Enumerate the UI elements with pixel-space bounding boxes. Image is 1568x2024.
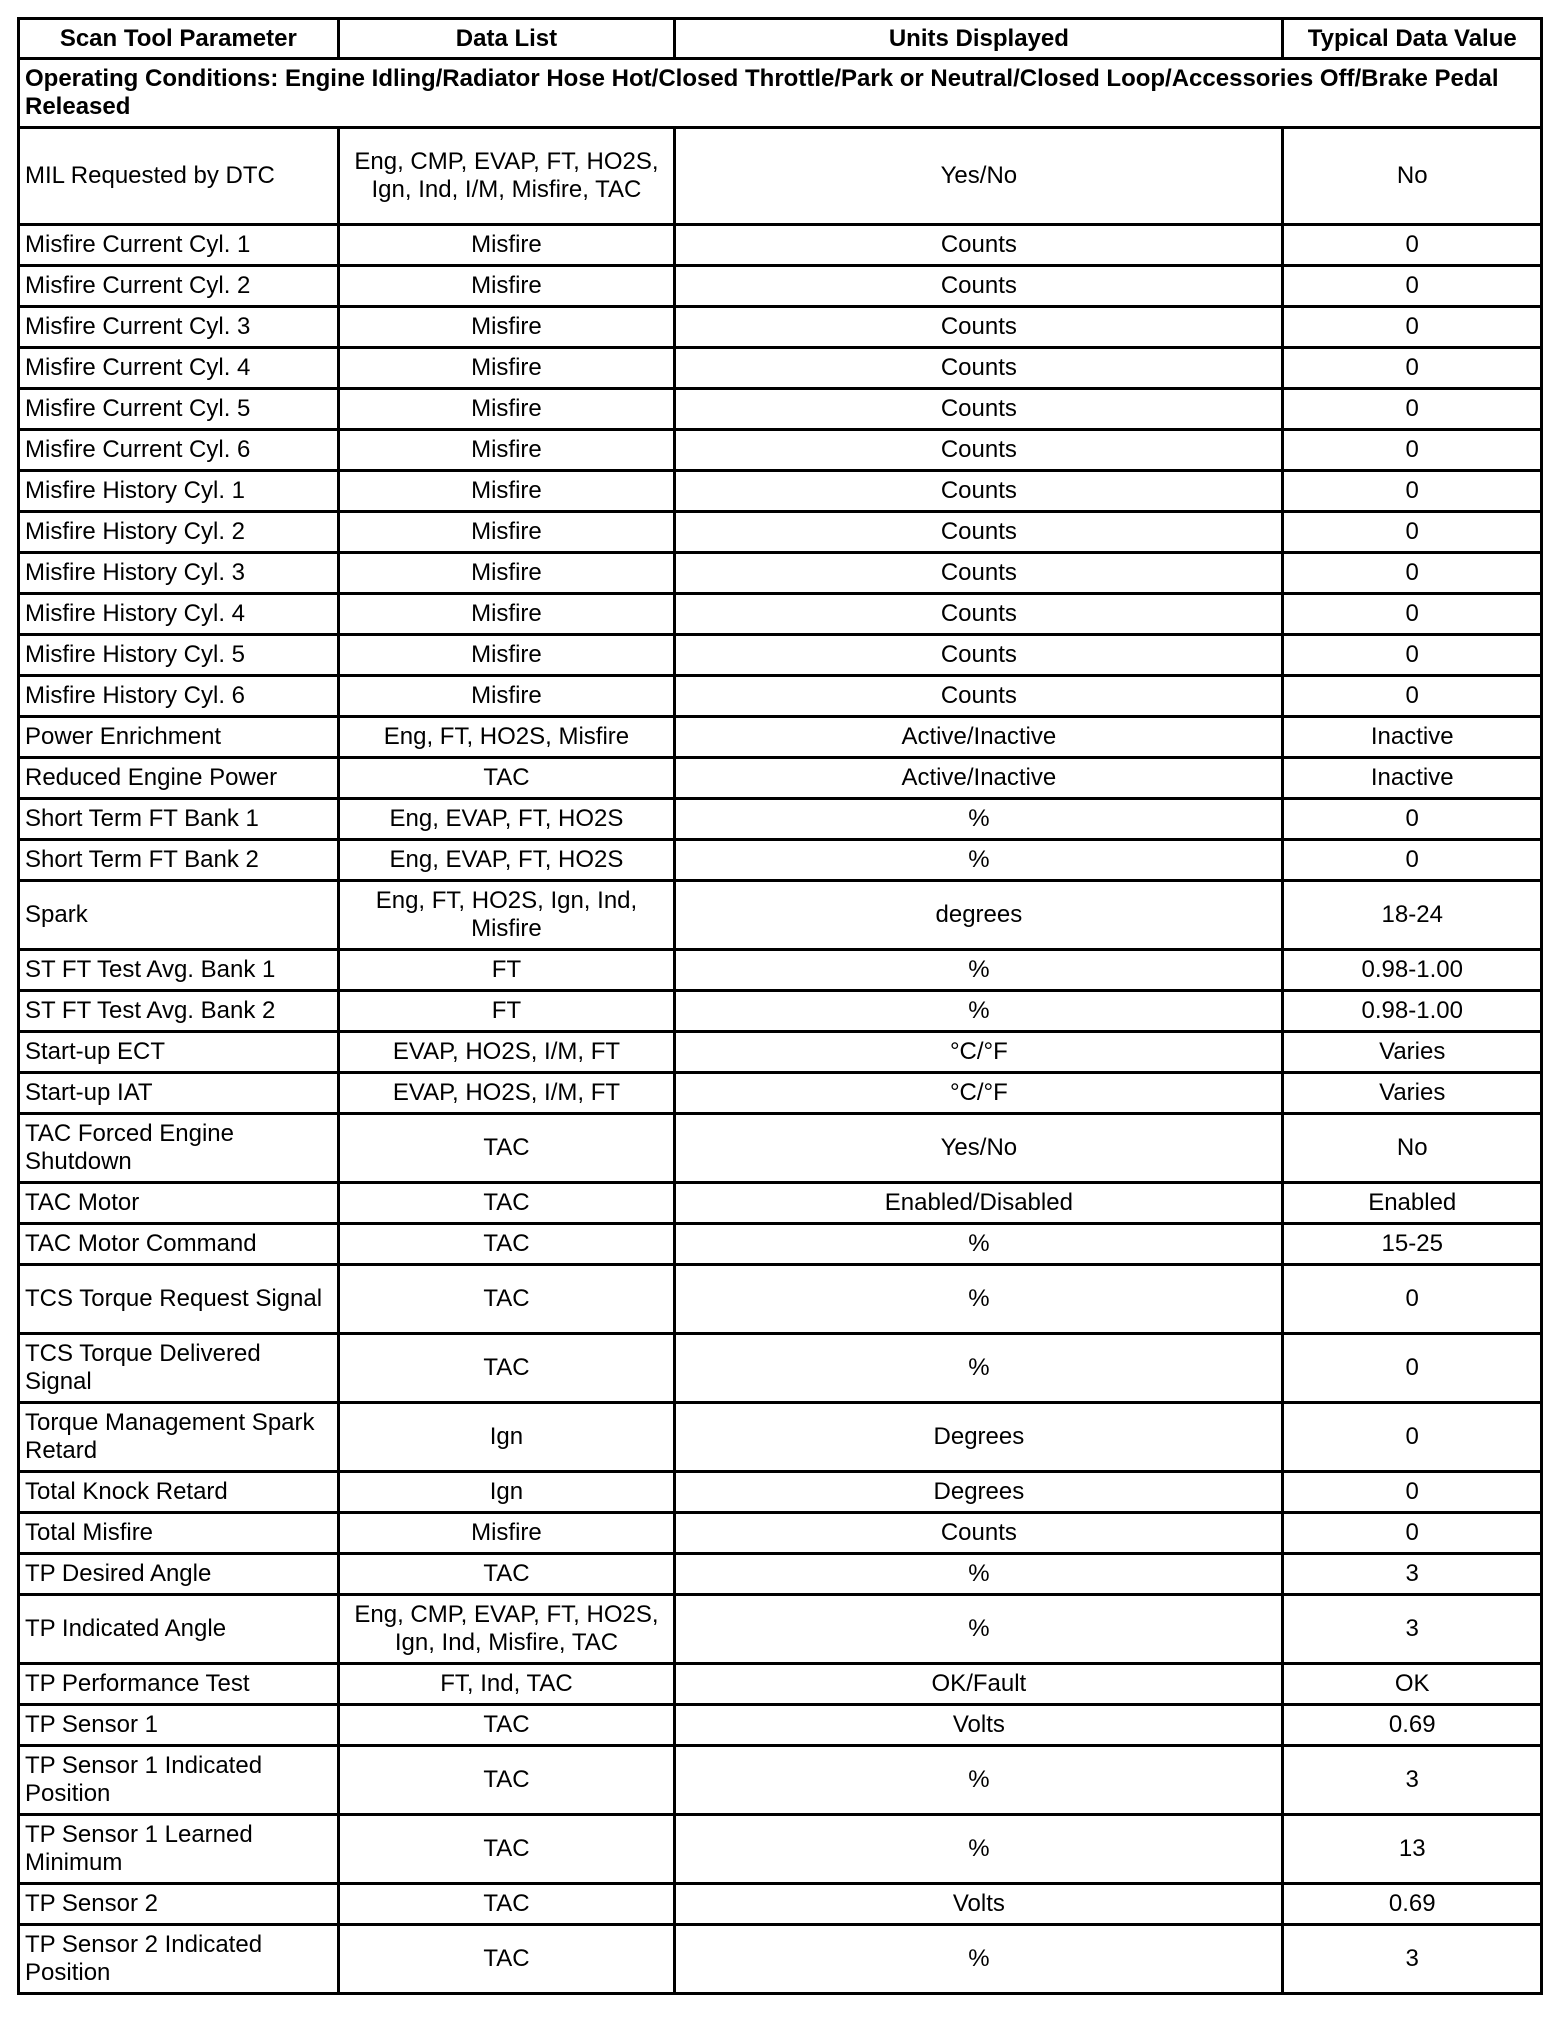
units-cell: Active/Inactive [676,718,1284,759]
operating-conditions: Operating Conditions: Engine Idling/Radiator Hose Hot/Closed Throttle/Park or Neutral/Closed Loop/Accessories Off/Brake Pedal Released [20,60,1543,129]
units-cell: Yes/No [676,1115,1284,1184]
parameter-cell: Torque Management Spark Retard [20,1404,340,1473]
value-cell: 3 [1284,1926,1543,1995]
units-cell: % [676,1555,1284,1596]
value-cell: 0.69 [1284,1706,1543,1747]
units-cell: % [676,1225,1284,1266]
value-cell: 0 [1284,472,1543,513]
table-row [20,1706,1543,1747]
value-cell: 15-25 [1284,1225,1543,1266]
scan-tool-data-table [17,17,1543,1995]
units-cell: Counts [676,554,1284,595]
units-cell: Yes/No [676,129,1284,226]
table-row [20,1885,1543,1926]
table-row [20,1266,1543,1335]
parameter-cell: Start-up ECT [20,1033,340,1074]
units-cell: Counts [676,267,1284,308]
data-list-cell: TAC [340,1335,677,1404]
table-row [20,308,1543,349]
data-list-cell: Misfire [340,431,677,472]
value-cell: Varies [1284,1033,1543,1074]
value-cell: 13 [1284,1816,1543,1885]
units-cell: °C/°F [676,1033,1284,1074]
table-row [20,349,1543,390]
units-cell: % [676,1596,1284,1665]
parameter-cell: TP Indicated Angle [20,1596,340,1665]
value-cell: 0 [1284,841,1543,882]
data-list-cell: TAC [340,1184,677,1225]
value-cell: 0 [1284,677,1543,718]
parameter-cell: Misfire History Cyl. 4 [20,595,340,636]
units-cell: °C/°F [676,1074,1284,1115]
conditions-row [20,60,1543,129]
parameter-cell: Misfire Current Cyl. 3 [20,308,340,349]
data-list-cell: TAC [340,1706,677,1747]
data-list-cell: Misfire [340,226,677,267]
header-scan-tool-parameter: Scan Tool Parameter [20,20,340,60]
table-row [20,1473,1543,1514]
value-cell: 0 [1284,1404,1543,1473]
units-cell: OK/Fault [676,1665,1284,1706]
data-list-cell: FT, Ind, TAC [340,1665,677,1706]
table-row [20,759,1543,800]
data-list-cell: Eng, FT, HO2S, Misfire [340,718,677,759]
value-cell: 0 [1284,226,1543,267]
data-list-cell: Misfire [340,349,677,390]
parameter-cell: Total Knock Retard [20,1473,340,1514]
value-cell: 0 [1284,1266,1543,1335]
table-row [20,129,1543,226]
parameter-cell: Total Misfire [20,1514,340,1555]
header-row [20,20,1543,60]
value-cell: 3 [1284,1555,1543,1596]
units-cell: Counts [676,349,1284,390]
value-cell: 18-24 [1284,882,1543,951]
units-cell: % [676,951,1284,992]
data-list-cell: Misfire [340,472,677,513]
units-cell: Counts [676,636,1284,677]
parameter-cell: TP Performance Test [20,1665,340,1706]
value-cell: 0 [1284,349,1543,390]
parameter-cell: Misfire History Cyl. 6 [20,677,340,718]
table-row [20,1225,1543,1266]
table-row [20,951,1543,992]
value-cell: 0 [1284,636,1543,677]
value-cell: 3 [1284,1747,1543,1816]
parameter-cell: Misfire History Cyl. 3 [20,554,340,595]
table-row [20,841,1543,882]
table-row [20,1074,1543,1115]
table-row [20,1335,1543,1404]
value-cell: OK [1284,1665,1543,1706]
data-list-cell: TAC [340,1885,677,1926]
parameter-cell: Short Term FT Bank 1 [20,800,340,841]
data-list-cell: TAC [340,1115,677,1184]
parameter-cell: Misfire Current Cyl. 6 [20,431,340,472]
table-row [20,1404,1543,1473]
data-list-cell: Eng, CMP, EVAP, FT, HO2S, Ign, Ind, I/M, Misfire, TAC [340,129,677,226]
table-row [20,636,1543,677]
parameter-cell: Misfire Current Cyl. 5 [20,390,340,431]
table-row [20,1926,1543,1995]
parameter-cell: TAC Motor Command [20,1225,340,1266]
units-cell: Volts [676,1885,1284,1926]
data-list-cell: TAC [340,1926,677,1995]
data-list-cell: Ign [340,1404,677,1473]
units-cell: % [676,992,1284,1033]
data-list-cell: TAC [340,1747,677,1816]
units-cell: % [676,1926,1284,1995]
units-cell: Degrees [676,1473,1284,1514]
parameter-cell: Misfire History Cyl. 5 [20,636,340,677]
parameter-cell: TP Sensor 2 [20,1885,340,1926]
table-row [20,882,1543,951]
value-cell: 0 [1284,554,1543,595]
parameter-cell: ST FT Test Avg. Bank 2 [20,992,340,1033]
parameter-cell: TP Sensor 1 Learned Minimum [20,1816,340,1885]
units-cell: degrees [676,882,1284,951]
table-row [20,267,1543,308]
table-row [20,1033,1543,1074]
data-list-cell: Misfire [340,554,677,595]
table-row [20,431,1543,472]
units-cell: Counts [676,513,1284,554]
value-cell: 0 [1284,800,1543,841]
parameter-cell: TP Sensor 1 Indicated Position [20,1747,340,1816]
data-list-cell: Misfire [340,513,677,554]
parameter-cell: Reduced Engine Power [20,759,340,800]
parameter-cell: Short Term FT Bank 2 [20,841,340,882]
table-row [20,472,1543,513]
parameter-cell: TP Desired Angle [20,1555,340,1596]
units-cell: % [676,800,1284,841]
header-data-list: Data List [340,20,677,60]
parameter-cell: Power Enrichment [20,718,340,759]
table-row [20,513,1543,554]
units-cell: Counts [676,431,1284,472]
parameter-cell: Misfire Current Cyl. 4 [20,349,340,390]
data-list-cell: Misfire [340,636,677,677]
parameter-cell: Misfire History Cyl. 2 [20,513,340,554]
units-cell: Enabled/Disabled [676,1184,1284,1225]
units-cell: Counts [676,390,1284,431]
parameter-cell: TAC Motor [20,1184,340,1225]
data-list-cell: Ign [340,1473,677,1514]
data-list-cell: TAC [340,1555,677,1596]
data-list-cell: Eng, FT, HO2S, Ign, Ind, Misfire [340,882,677,951]
data-list-cell: TAC [340,1266,677,1335]
parameter-cell: ST FT Test Avg. Bank 1 [20,951,340,992]
value-cell: No [1284,129,1543,226]
parameter-cell: Misfire Current Cyl. 1 [20,226,340,267]
data-list-cell: Misfire [340,267,677,308]
data-list-cell: Eng, EVAP, FT, HO2S [340,800,677,841]
value-cell: 0 [1284,513,1543,554]
parameter-cell: TCS Torque Delivered Signal [20,1335,340,1404]
units-cell: % [676,1816,1284,1885]
data-list-cell: Misfire [340,390,677,431]
units-cell: % [676,841,1284,882]
parameter-cell: TP Sensor 1 [20,1706,340,1747]
value-cell: 0 [1284,431,1543,472]
value-cell: 0 [1284,267,1543,308]
value-cell: No [1284,1115,1543,1184]
parameter-cell: TAC Forced Engine Shutdown [20,1115,340,1184]
data-list-cell: EVAP, HO2S, I/M, FT [340,1074,677,1115]
data-list-cell: FT [340,992,677,1033]
data-list-cell: Misfire [340,308,677,349]
table-row [20,677,1543,718]
units-cell: Counts [676,226,1284,267]
header-typical-data-value: Typical Data Value [1284,20,1543,60]
header-units-displayed: Units Displayed [676,20,1284,60]
value-cell: 3 [1284,1596,1543,1665]
table-row [20,554,1543,595]
data-list-cell: Misfire [340,677,677,718]
parameter-cell: Start-up IAT [20,1074,340,1115]
data-list-cell: TAC [340,1225,677,1266]
data-list-cell: EVAP, HO2S, I/M, FT [340,1033,677,1074]
value-cell: 0 [1284,1514,1543,1555]
units-cell: Counts [676,472,1284,513]
table-row [20,1184,1543,1225]
parameter-cell: Misfire History Cyl. 1 [20,472,340,513]
data-list-cell: TAC [340,759,677,800]
table-row [20,718,1543,759]
units-cell: Volts [676,1706,1284,1747]
table-row [20,1596,1543,1665]
data-list-cell: Eng, CMP, EVAP, FT, HO2S, Ign, Ind, Misfire, TAC [340,1596,677,1665]
table-row [20,390,1543,431]
parameter-cell: TCS Torque Request Signal [20,1266,340,1335]
units-cell: % [676,1335,1284,1404]
parameter-cell: TP Sensor 2 Indicated Position [20,1926,340,1995]
table-row [20,1665,1543,1706]
data-list-cell: TAC [340,1816,677,1885]
value-cell: Inactive [1284,718,1543,759]
parameter-cell: Spark [20,882,340,951]
data-list-cell: Misfire [340,595,677,636]
units-cell: Counts [676,595,1284,636]
units-cell: Active/Inactive [676,759,1284,800]
units-cell: Counts [676,308,1284,349]
value-cell: Inactive [1284,759,1543,800]
value-cell: 0 [1284,308,1543,349]
parameter-cell: MIL Requested by DTC [20,129,340,226]
value-cell: Enabled [1284,1184,1543,1225]
units-cell: Degrees [676,1404,1284,1473]
table-row [20,1555,1543,1596]
table-row [20,226,1543,267]
table-row [20,800,1543,841]
value-cell: 0.69 [1284,1885,1543,1926]
value-cell: Varies [1284,1074,1543,1115]
data-list-cell: FT [340,951,677,992]
table-row [20,1514,1543,1555]
units-cell: % [676,1266,1284,1335]
units-cell: Counts [676,677,1284,718]
table-row [20,992,1543,1033]
value-cell: 0 [1284,1473,1543,1514]
value-cell: 0.98-1.00 [1284,992,1543,1033]
value-cell: 0 [1284,1335,1543,1404]
units-cell: Counts [676,1514,1284,1555]
value-cell: 0 [1284,595,1543,636]
units-cell: % [676,1747,1284,1816]
table-row [20,595,1543,636]
data-list-cell: Misfire [340,1514,677,1555]
value-cell: 0 [1284,390,1543,431]
table-row [20,1115,1543,1184]
table-row [20,1747,1543,1816]
table-row [20,1816,1543,1885]
parameter-cell: Misfire Current Cyl. 2 [20,267,340,308]
data-list-cell: Eng, EVAP, FT, HO2S [340,841,677,882]
value-cell: 0.98-1.00 [1284,951,1543,992]
